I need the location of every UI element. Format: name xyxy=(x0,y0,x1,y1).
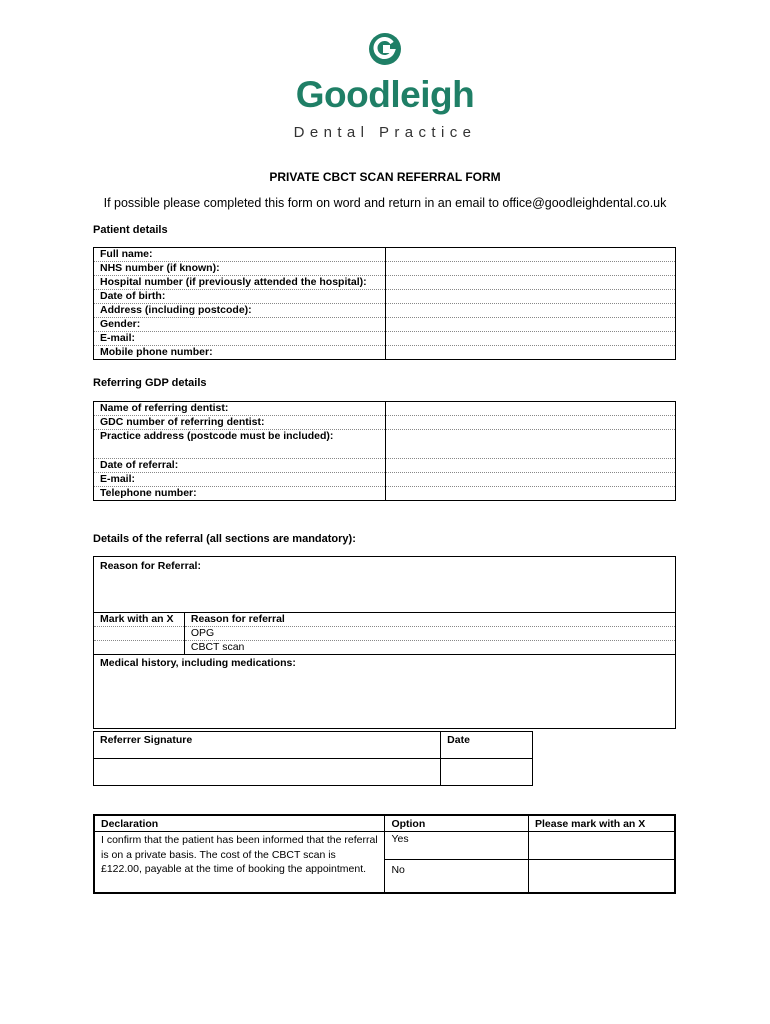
table-row xyxy=(94,304,676,318)
table-row xyxy=(94,459,676,473)
practice-address-input[interactable] xyxy=(385,430,675,459)
form-title: PRIVATE CBCT SCAN REFERRAL FORM xyxy=(269,170,501,184)
logo-subtitle: Dental Practice xyxy=(293,124,477,141)
patient-nhs-number-input[interactable] xyxy=(385,262,675,276)
table-row xyxy=(94,318,676,332)
patient-field-label: NHS number (if known): xyxy=(94,262,386,276)
reason-header: Reason for referral xyxy=(184,613,675,627)
patient-full-name-input[interactable] xyxy=(385,248,675,262)
table-row xyxy=(94,290,676,304)
gdp-field-label: Name of referring dentist: xyxy=(94,402,386,416)
gdp-telephone-input[interactable] xyxy=(385,487,675,501)
gdp-field-label: Telephone number: xyxy=(94,487,386,501)
table-row xyxy=(94,473,676,487)
practice-logo xyxy=(280,32,490,144)
table-row xyxy=(94,832,675,860)
signature-table xyxy=(93,731,533,786)
option-no: No xyxy=(385,860,529,894)
patient-field-label: Mobile phone number: xyxy=(94,346,386,360)
option-cbct-scan: CBCT scan xyxy=(184,641,675,655)
option-yes: Yes xyxy=(385,832,529,860)
table-row xyxy=(94,402,676,416)
table-row xyxy=(94,641,676,655)
no-mark-cell[interactable] xyxy=(528,860,675,894)
patient-mobile-input[interactable] xyxy=(385,346,675,360)
table-row xyxy=(94,416,676,430)
table-row xyxy=(94,627,676,641)
date-label: Date xyxy=(441,732,533,759)
table-row xyxy=(94,815,675,832)
goodleigh-g-icon xyxy=(368,32,402,66)
table-row xyxy=(94,759,533,786)
mark-with-x-header: Please mark with an X xyxy=(528,815,675,832)
patient-field-label: Address (including postcode): xyxy=(94,304,386,318)
reason-for-referral-label: Reason for Referral: xyxy=(100,560,201,572)
form-instructions: If possible please completed this form on word and return in an email to office@goodleighdental.co.uk xyxy=(103,196,667,210)
mark-header: Mark with an X xyxy=(94,613,185,627)
patient-dob-input[interactable] xyxy=(385,290,675,304)
signature-date-field[interactable] xyxy=(441,759,533,786)
patient-field-label: Hospital number (if previously attended the hospital): xyxy=(94,276,386,290)
gdp-field-label: Date of referral: xyxy=(94,459,386,473)
referral-details-table xyxy=(93,556,676,729)
declaration-text: I confirm that the patient has been informed that the referral is on a private basis. The cost of the CBCT scan is £122.00, payable at the time of booking the appointment. xyxy=(94,832,385,894)
yes-mark-cell[interactable] xyxy=(528,832,675,860)
table-row xyxy=(94,732,533,759)
gdp-field-label: E-mail: xyxy=(94,473,386,487)
medical-history-label: Medical history, including medications: xyxy=(100,657,296,669)
medical-history-field[interactable] xyxy=(94,655,676,729)
patient-hospital-number-input[interactable] xyxy=(385,276,675,290)
patient-field-label: E-mail: xyxy=(94,332,386,346)
table-row xyxy=(94,262,676,276)
table-row xyxy=(94,248,676,262)
gdp-details-table xyxy=(93,401,676,501)
table-row xyxy=(94,613,676,627)
table-row xyxy=(94,655,676,729)
table-row xyxy=(94,430,676,459)
table-row xyxy=(94,557,676,613)
gdp-field-label: Practice address (postcode must be included): xyxy=(94,430,386,459)
gdc-number-input[interactable] xyxy=(385,416,675,430)
cbct-mark-cell[interactable] xyxy=(94,641,185,655)
table-row xyxy=(94,346,676,360)
gdp-email-input[interactable] xyxy=(385,473,675,487)
option-opg: OPG xyxy=(184,627,675,641)
dentist-name-input[interactable] xyxy=(385,402,675,416)
referrer-signature-label: Referrer Signature xyxy=(94,732,441,759)
table-row xyxy=(94,276,676,290)
patient-field-label: Full name: xyxy=(94,248,386,262)
opg-mark-cell[interactable] xyxy=(94,627,185,641)
patient-field-label: Gender: xyxy=(94,318,386,332)
option-header: Option xyxy=(385,815,529,832)
patient-gender-input[interactable] xyxy=(385,318,675,332)
gdp-field-label: GDC number of referring dentist: xyxy=(94,416,386,430)
patient-details-heading: Patient details xyxy=(93,224,168,236)
patient-address-input[interactable] xyxy=(385,304,675,318)
referral-date-input[interactable] xyxy=(385,459,675,473)
referral-details-heading: Details of the referral (all sections are mandatory): xyxy=(93,533,356,545)
gdp-details-heading: Referring GDP details xyxy=(93,377,207,389)
patient-email-input[interactable] xyxy=(385,332,675,346)
declaration-table xyxy=(93,814,676,894)
reason-for-referral-field[interactable] xyxy=(94,557,676,613)
patient-field-label: Date of birth: xyxy=(94,290,386,304)
patient-details-table xyxy=(93,247,676,360)
referrer-signature-field[interactable] xyxy=(94,759,441,786)
table-row xyxy=(94,332,676,346)
declaration-header: Declaration xyxy=(94,815,385,832)
table-row xyxy=(94,487,676,501)
logo-name: Goodleigh xyxy=(295,74,475,115)
